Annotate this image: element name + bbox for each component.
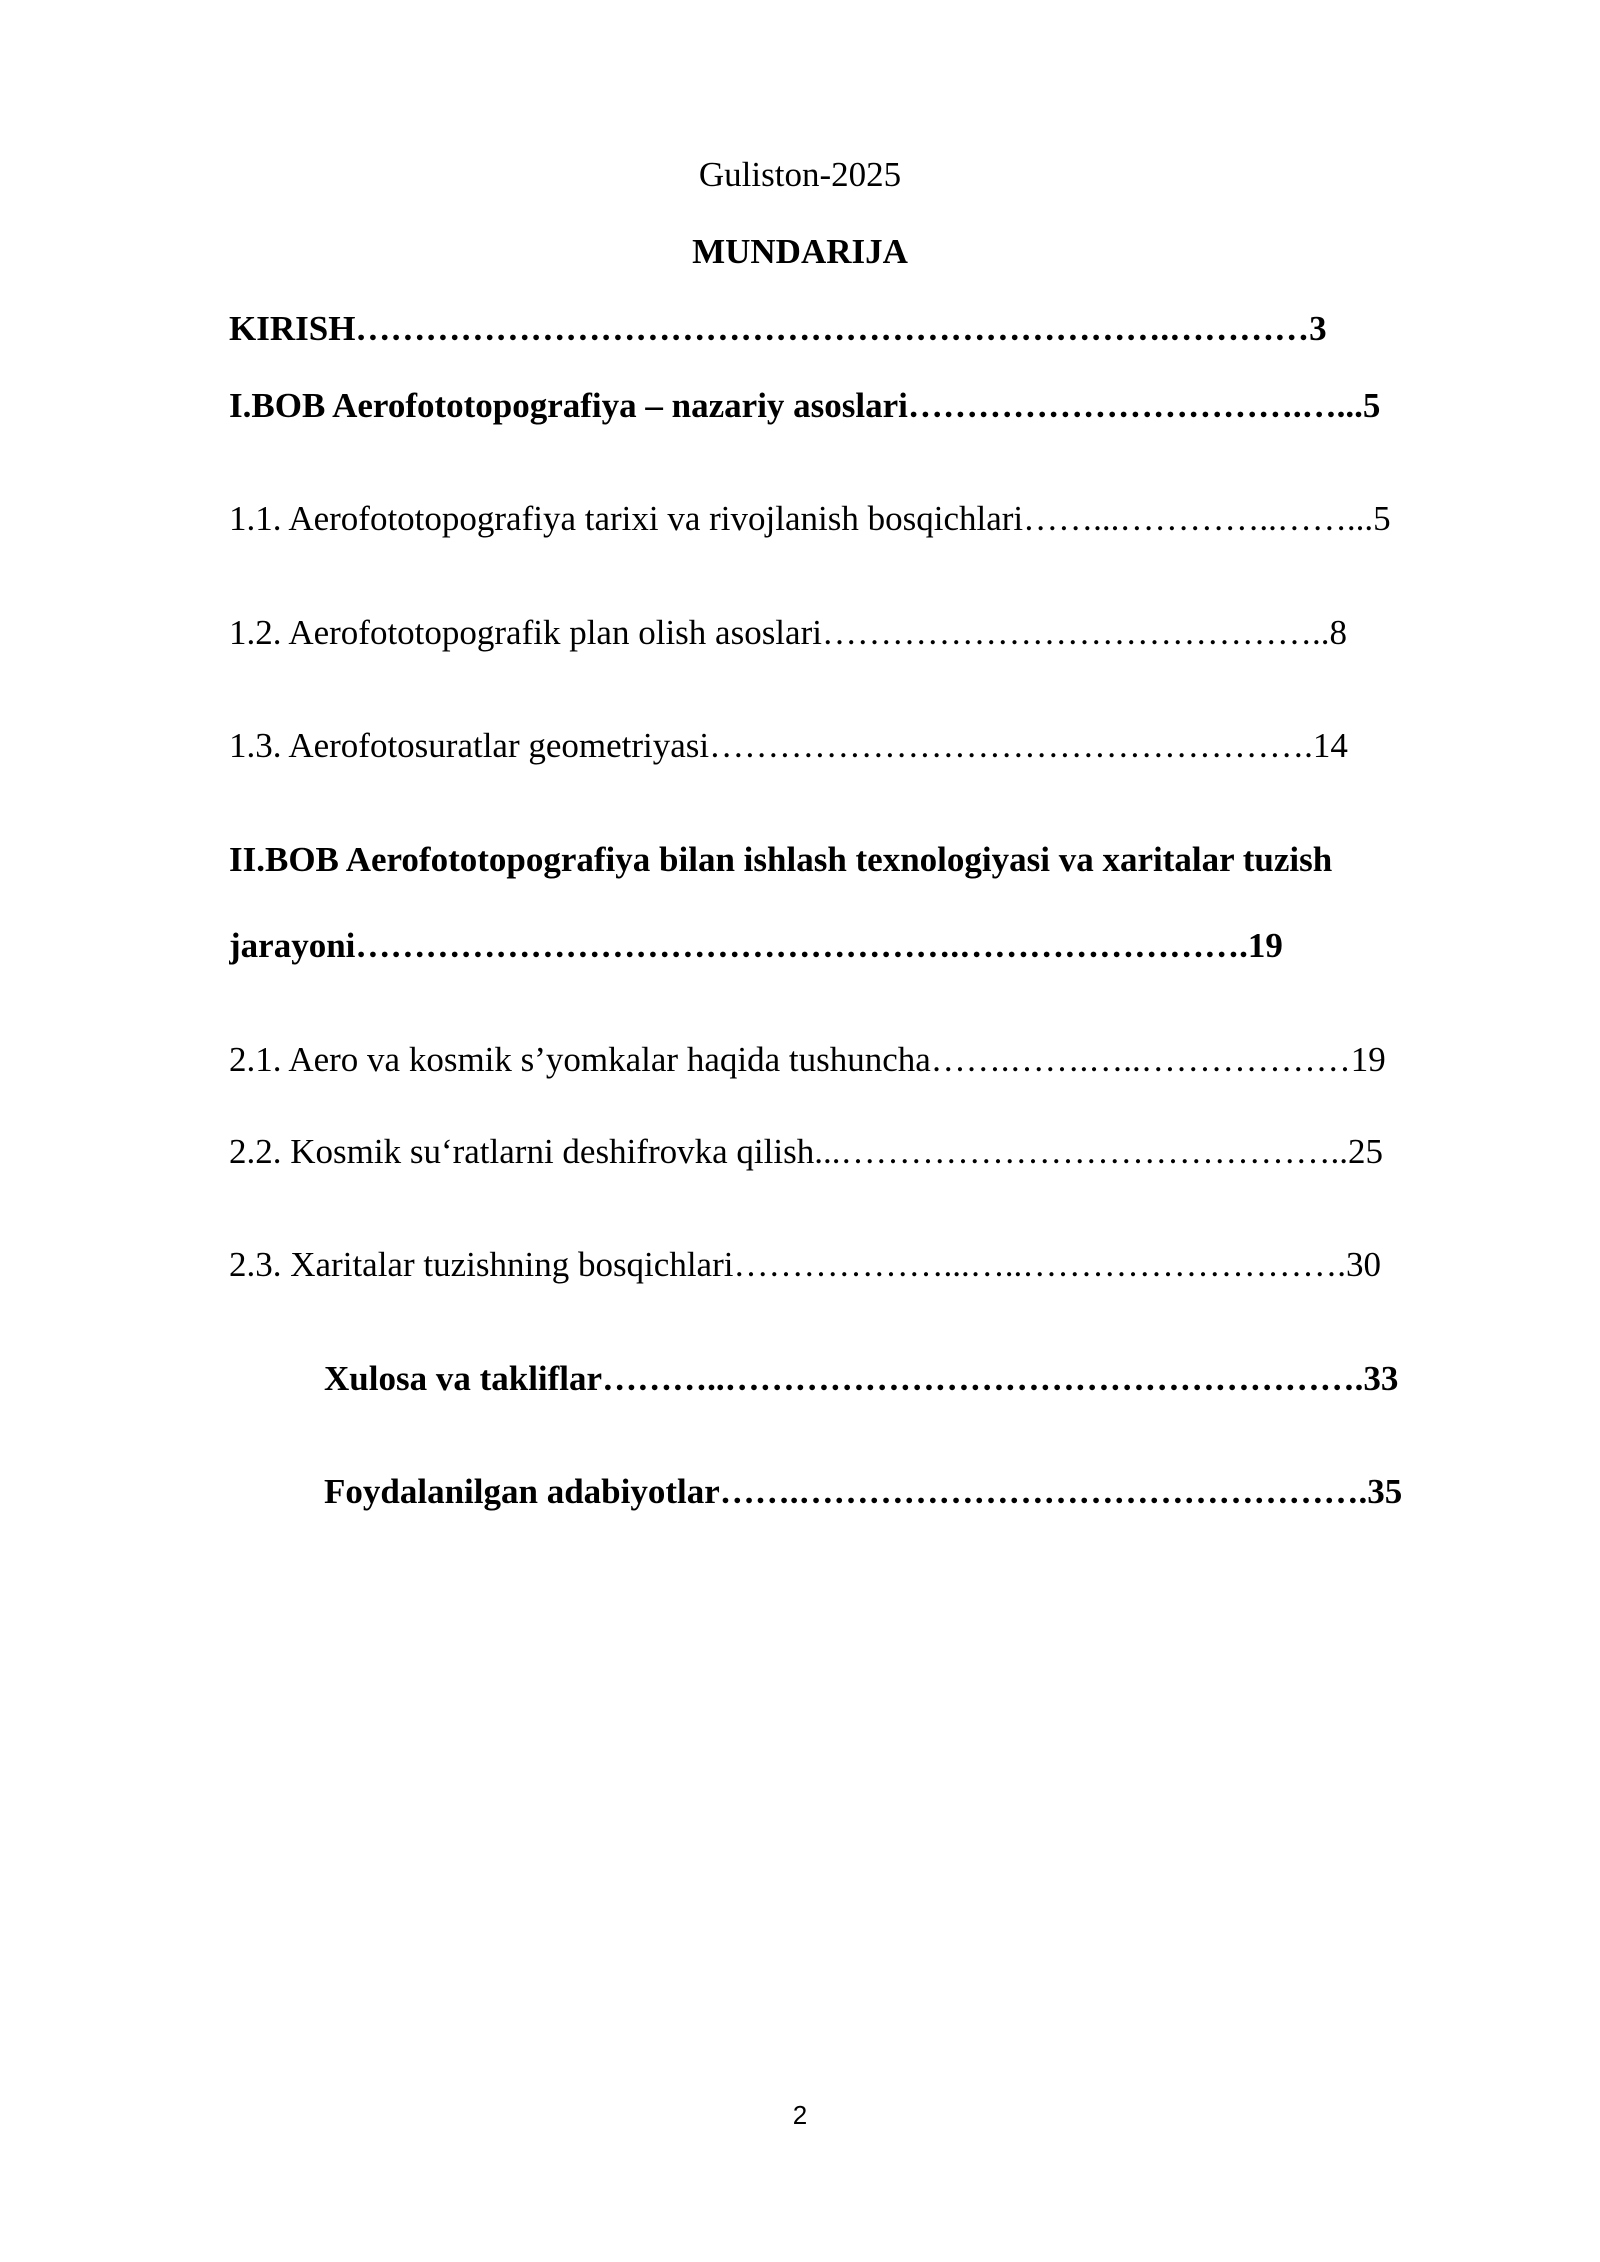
toc-entry-2-2: 2.2. Kosmik su‘ratlarni deshifrovka qilish...……………………………………..25	[229, 1132, 1383, 1171]
toc-entry-chapter-2-line-1: II.BOB Aerofototopografiya bilan ishlash texnologiyasi va xaritalar tuzish	[229, 840, 1333, 879]
toc-entry-kirish: KIRISH…………………………………………………………….…………3	[229, 309, 1327, 348]
toc-entry-2-3: 2.3. Xaritalar tuzishning bosqichlari………………...…..……………………….30	[229, 1245, 1381, 1284]
toc-entry-chapter-1: I.BOB Aerofototopografiya – nazariy asoslari…………………………….…...5	[229, 386, 1381, 425]
toc-entry-1-2: 1.2. Aerofototopografik plan olish asoslari……………………………………..8	[229, 613, 1347, 652]
toc-entry-references: Foydalanilgan adabiyotlar…….………………………………………….35	[324, 1472, 1403, 1511]
toc-entry-1-3: 1.3. Aerofotosuratlar geometriyasi…………………………………………….14	[229, 726, 1348, 765]
place-year: Guliston-2025	[698, 155, 902, 194]
toc-entry-1-1: 1.1. Aerofototopografiya tarixi va rivojlanish bosqichlari……...…………..……...5	[229, 499, 1391, 538]
toc-entry-chapter-2-line-2: jarayoni…………………………………………….…………………….19	[229, 926, 1283, 965]
toc-entry-conclusion: Xulosa va takliflar………..……………………………………………….33	[324, 1359, 1399, 1398]
toc-entry-2-1: 2.1. Aero va kosmik s’yomkalar haqida tushuncha…….…….…..………………19	[229, 1040, 1386, 1079]
page-number: 2	[792, 2100, 808, 2130]
page-title: MUNDARIJA	[692, 232, 908, 271]
